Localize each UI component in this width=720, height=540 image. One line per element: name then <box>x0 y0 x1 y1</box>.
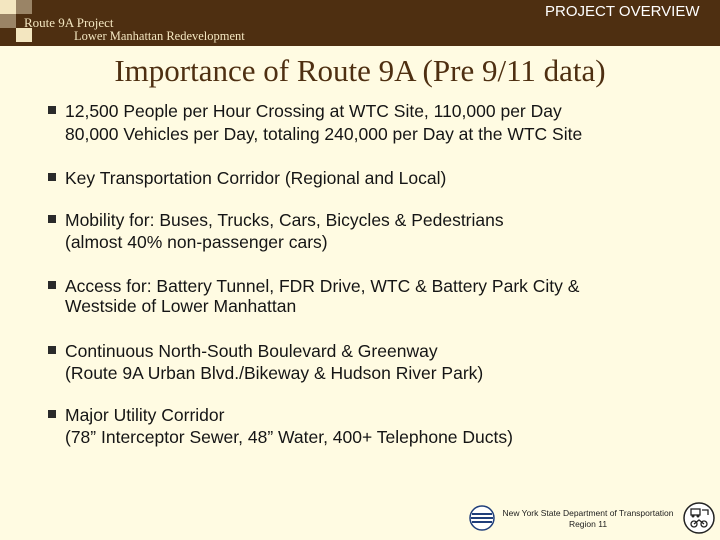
section-label: PROJECT OVERVIEW <box>545 3 700 20</box>
bullet-text: (78” Interceptor Sewer, 48” Water, 400+ Telephone Ducts) <box>65 427 513 447</box>
transportation-modes-icon <box>682 501 716 540</box>
bullet-text: 80,000 Vehicles per Day, totaling 240,000 per Day at the WTC Site <box>65 124 583 144</box>
bullet-marker <box>48 410 56 418</box>
bullet-marker <box>48 346 56 354</box>
bullet-text: Mobility for: Buses, Trucks, Cars, Bicycles & Pedestrians <box>65 210 504 230</box>
decorative-square <box>0 0 16 14</box>
bullet-text: (almost 40% non-passenger cars) <box>65 232 328 252</box>
decorative-square <box>16 0 32 14</box>
bullet-text: Access for: Battery Tunnel, FDR Drive, WTC & Battery Park City & <box>65 276 580 296</box>
nysdot-logo-icon <box>468 505 496 536</box>
footer-region: Region 11 <box>568 519 608 529</box>
project-title: Route 9A Project <box>24 15 114 30</box>
page-title: Importance of Route 9A (Pre 9/11 data) <box>114 53 606 88</box>
bullet-marker <box>48 281 56 289</box>
bullet-marker <box>48 106 56 114</box>
bullet-marker <box>48 173 56 181</box>
bullet-text: Key Transportation Corridor (Regional and Local) <box>65 168 447 188</box>
bullet-text: Westside of Lower Manhattan <box>65 296 297 316</box>
project-subtitle: Lower Manhattan Redevelopment <box>74 29 245 43</box>
bullet-text: (Route 9A Urban Blvd./Bikeway & Hudson River Park) <box>65 363 484 383</box>
footer-org-name: New York State Department of Transportation <box>502 508 674 518</box>
decorative-square <box>0 14 16 28</box>
footer-org <box>502 508 674 530</box>
bullet-text: Major Utility Corridor <box>65 405 225 425</box>
bullet-text: Continuous North-South Boulevard & Greenway <box>65 341 438 361</box>
bullet-marker <box>48 215 56 223</box>
bullet-text: 12,500 People per Hour Crossing at WTC Site, 110,000 per Day <box>65 101 562 121</box>
